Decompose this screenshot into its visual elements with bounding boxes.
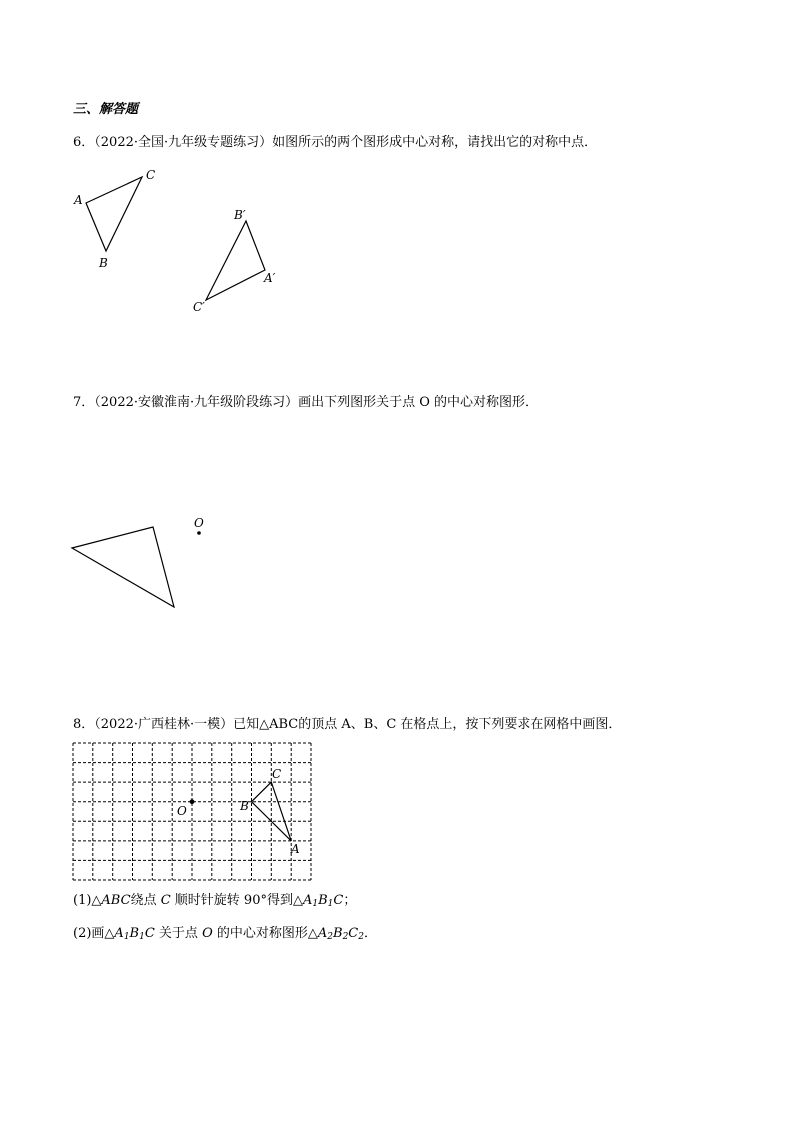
section-title: 三、解答题 <box>73 102 139 117</box>
label-a-prime: A′ <box>264 271 276 285</box>
part2-sub4: 2 <box>342 932 349 942</box>
part1-rest: 顺时针旋转 90°得到△ <box>170 893 303 908</box>
part2-o: O <box>202 926 213 941</box>
label-b: B <box>99 256 108 270</box>
part1-end: ； <box>343 893 357 908</box>
question-8-text: 8．（2022·广西桂林·一模）已知△ABC的顶点 A、B、C 在格点上，按下列要求在网格中画图． <box>73 717 622 732</box>
part2-sub3: 2 <box>327 932 333 942</box>
part2-a1: A <box>114 926 124 941</box>
part2-b1: B <box>129 926 140 941</box>
grid-label-o: O <box>177 804 187 818</box>
part2-sub5: 2 <box>358 932 364 942</box>
part2-sub1: 1 <box>123 932 130 942</box>
part2-mid: 关于点 <box>154 926 203 941</box>
label-b-prime: B′ <box>234 208 246 222</box>
part2-sub2: 1 <box>139 932 145 942</box>
part1-sub1: 1 <box>312 899 319 909</box>
part1-sub2: 1 <box>327 899 334 909</box>
part1-c: C <box>160 893 171 908</box>
grid-label-a: A <box>291 842 300 856</box>
part1-mid: 绕点 <box>130 893 161 908</box>
question-8-part-2 <box>73 926 377 945</box>
part1-b1: B <box>318 893 328 908</box>
part2-prefix: (2)画△ <box>73 926 115 941</box>
part2-a2: A <box>317 926 328 941</box>
grid-label-c: C <box>272 767 282 781</box>
grid-lines <box>73 743 311 880</box>
label-c-prime: C′ <box>193 300 205 314</box>
part2-end: ． <box>363 926 377 941</box>
grid-point-o <box>190 799 195 804</box>
part2-c1: C <box>144 926 155 941</box>
label-o: O <box>194 516 204 530</box>
question-8-part-1 <box>73 893 356 912</box>
part1-prefix: (1)△ <box>73 893 102 908</box>
part1-a1: A <box>302 893 313 908</box>
part1-tri: ABC <box>101 893 131 908</box>
question-6-text: 6．（2022·全国·九年级专题练习）如图所示的两个图形成中心对称，请找出它的对称中点． <box>73 135 598 150</box>
label-a: A <box>74 193 83 207</box>
part2-rest: 的中心对称图形△ <box>212 926 318 941</box>
part1-c1: C <box>333 893 344 908</box>
question-7-text: 7．（2022·安徽淮南·九年级阶段练习）画出下列图形关于点 O 的中心对称图形． <box>73 395 539 410</box>
part2-c2: C <box>348 926 359 941</box>
label-c: C <box>146 168 156 182</box>
part2-b2: B <box>333 926 343 941</box>
grid-label-b: B <box>240 799 249 813</box>
